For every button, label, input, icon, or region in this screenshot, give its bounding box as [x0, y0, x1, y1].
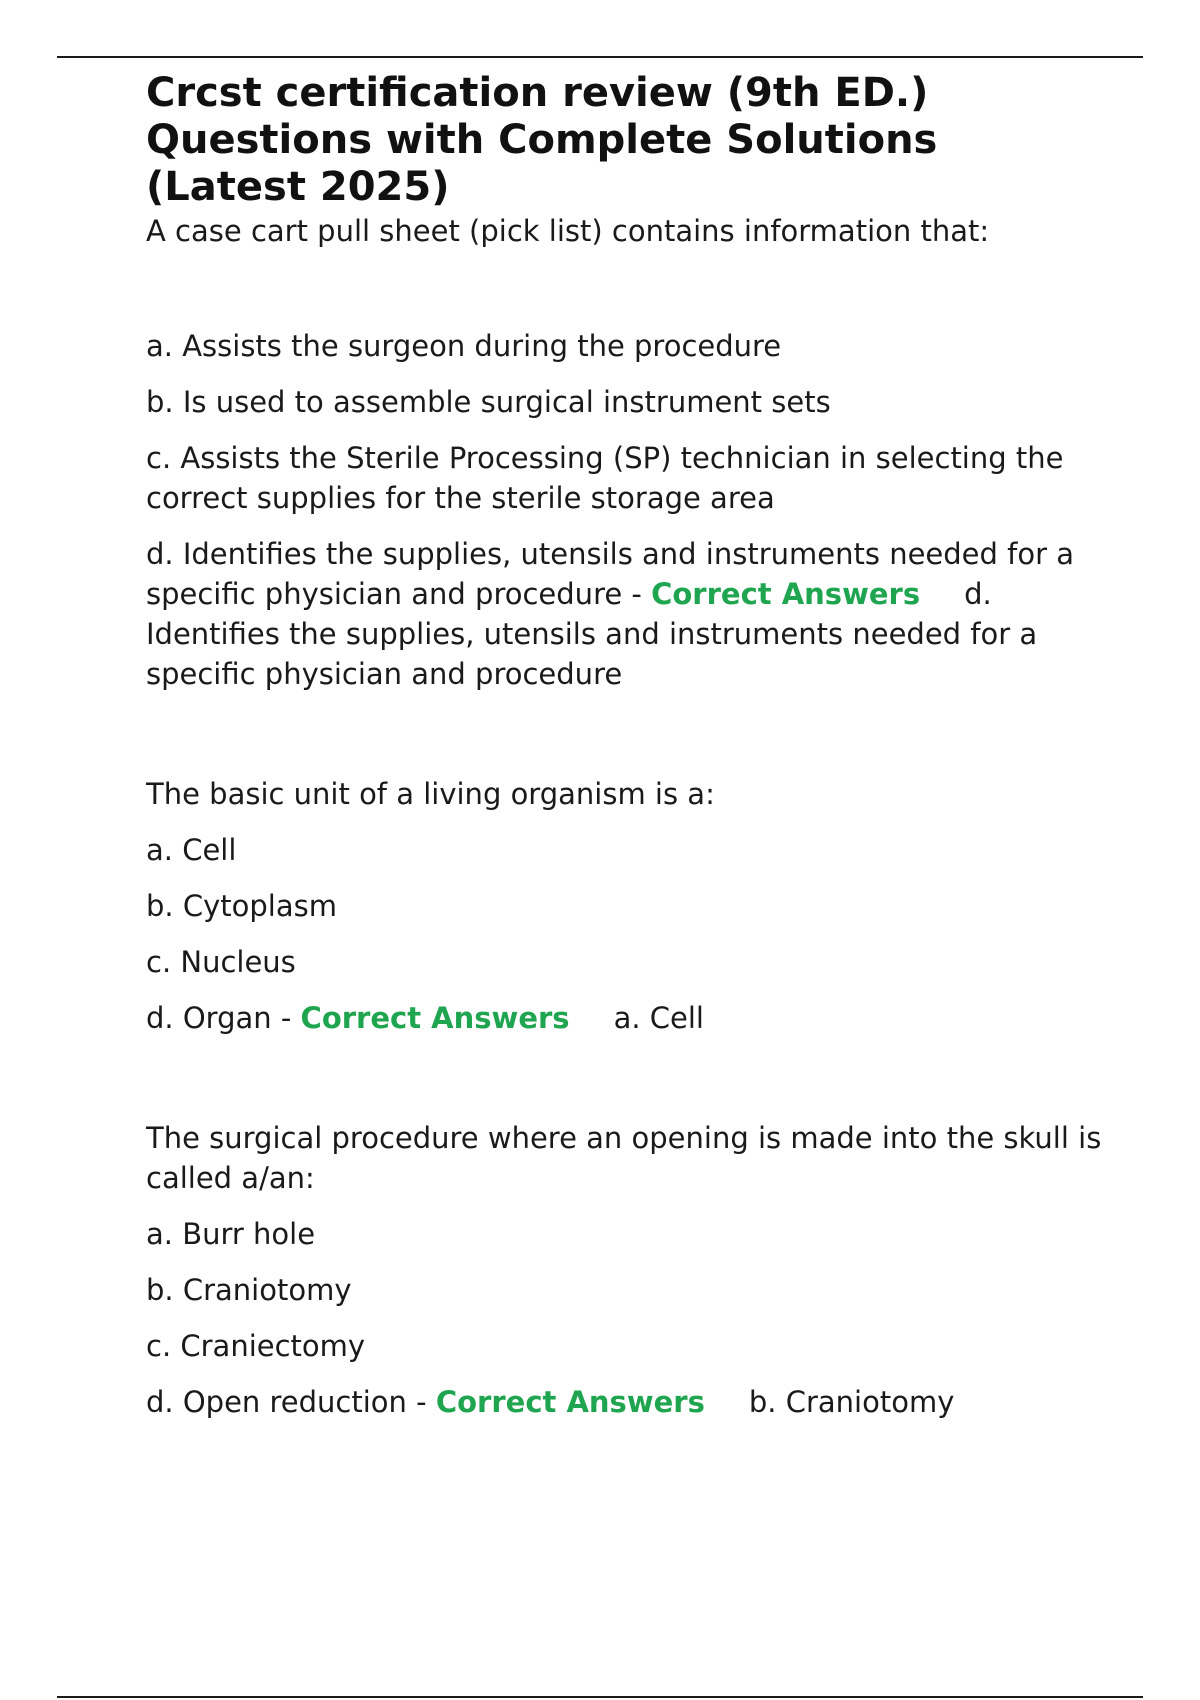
correct-answers-label: Correct Answers — [435, 1385, 705, 1419]
options-list — [146, 1214, 1106, 1422]
option-a: a. Assists the surgeon during the procedure — [146, 329, 782, 363]
option-d-with-answer — [146, 1382, 1106, 1422]
option-c: c. Nucleus — [146, 945, 296, 979]
question-stem: The surgical procedure where an opening is made into the skull is called a/an: — [146, 1121, 1102, 1195]
correct-answers-label: Correct Answers — [300, 1001, 570, 1035]
question-2 — [146, 774, 1106, 1038]
option-d: d. Open reduction - — [146, 1385, 436, 1419]
question-3 — [146, 1118, 1106, 1422]
correct-answer: a. Cell — [613, 1001, 704, 1035]
option-c: c. Craniectomy — [146, 1329, 366, 1363]
correct-answers-label: Correct Answers — [651, 577, 921, 611]
options-list — [146, 830, 1106, 1038]
question-stem: The basic unit of a living organism is a: — [146, 777, 715, 811]
option-a: a. Burr hole — [146, 1217, 316, 1251]
question-stem: A case cart pull sheet (pick list) contains information that: — [146, 214, 990, 248]
question-1 — [146, 211, 1106, 694]
options-list — [146, 326, 1106, 694]
document-body — [146, 70, 1106, 1422]
option-a: a. Cell — [146, 833, 237, 867]
option-d: d. Identifies the supplies, utensils and instruments needed for a specific physician and procedure - — [146, 537, 1074, 611]
correct-answer: d. Identifies the supplies, utensils and instruments needed for a specific physician and procedure — [146, 577, 1038, 691]
document-title: Crcst certification review (9th ED.) Questions with Complete Solutions (Latest 2025) — [146, 70, 938, 210]
option-d-with-answer — [146, 998, 1106, 1038]
bottom-divider — [57, 1696, 1143, 1698]
option-b: b. Cytoplasm — [146, 889, 337, 923]
correct-answer: b. Craniotomy — [748, 1385, 955, 1419]
top-divider — [57, 56, 1143, 58]
option-c: c. Assists the Sterile Processing (SP) technician in selecting the correct supplies for the sterile storage area — [146, 441, 1064, 515]
option-b: b. Is used to assemble surgical instrument sets — [146, 385, 831, 419]
option-d-with-answer — [146, 534, 1106, 694]
option-b: b. Craniotomy — [146, 1273, 352, 1307]
option-d: d. Organ - — [146, 1001, 301, 1035]
